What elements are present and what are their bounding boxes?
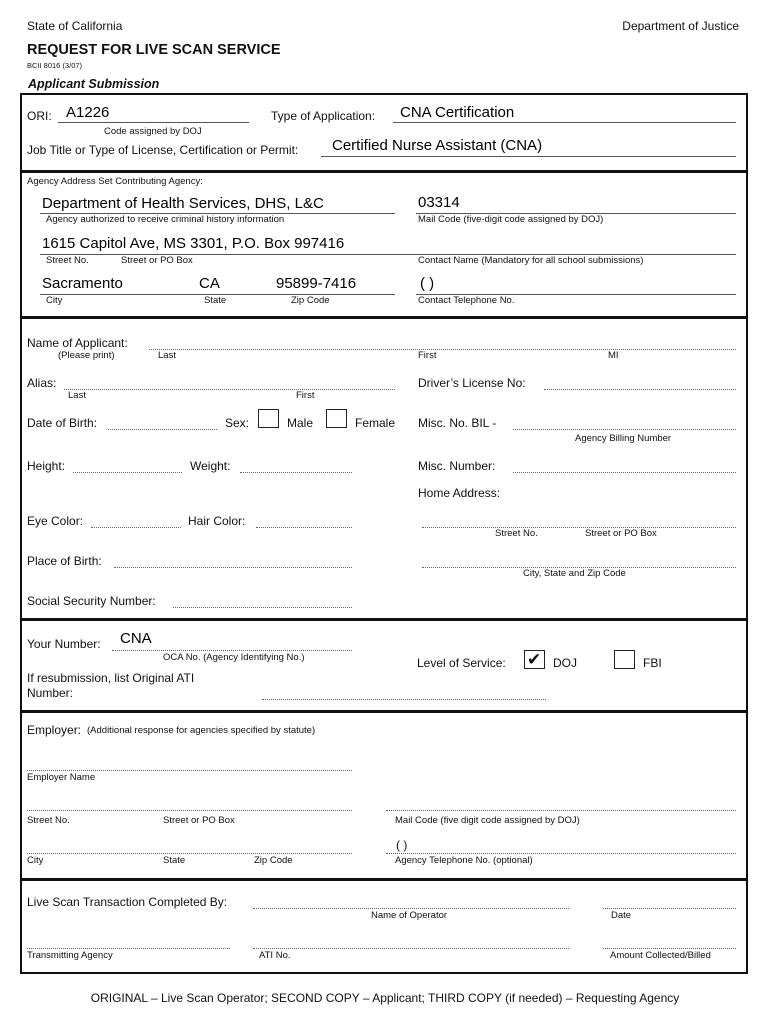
job-label: Job Title or Type of License, Certification or Permit: (27, 143, 299, 157)
city-caption: City (46, 295, 63, 306)
ati-no-line[interactable] (253, 948, 569, 949)
home-street-line[interactable] (422, 527, 736, 528)
home-address-label: Home Address: (418, 486, 501, 500)
employer-phone-line (386, 853, 736, 854)
employer-zip-caption: Zip Code (254, 855, 293, 866)
employer-name-caption: Employer Name (27, 772, 96, 783)
dl-label: Driver’s License No: (418, 376, 526, 390)
ori-caption: Code assigned by DOJ (104, 126, 202, 137)
height-line[interactable] (73, 472, 182, 473)
doj-checkbox[interactable] (524, 650, 545, 669)
form-title: REQUEST FOR LIVE SCAN SERVICE (27, 42, 281, 58)
resub-line2: Number: (27, 686, 74, 700)
type-value[interactable]: CNA Certification (400, 104, 515, 121)
state-value[interactable]: CA (199, 275, 220, 292)
employer-city-caption: City (27, 855, 44, 866)
home-street-no-caption: Street No. (495, 528, 538, 539)
street-caption: Street or PO Box (121, 255, 193, 266)
state-name: State of California (27, 19, 123, 33)
misc-number-label: Misc. Number: (418, 459, 496, 473)
mi-caption: MI (608, 350, 619, 361)
employer-street-no-caption: Street No. (27, 815, 70, 826)
employer-phone-value[interactable]: ( ) (396, 838, 408, 852)
csz-caption: City, State and Zip Code (523, 568, 626, 579)
employer-street-line[interactable] (27, 810, 352, 811)
state-caption: State (204, 295, 227, 306)
alias-first: First (296, 390, 315, 401)
employer-section (20, 711, 748, 880)
pob-label: Place of Birth: (27, 554, 102, 568)
oca-caption: OCA No. (Agency Identifying No.) (163, 652, 305, 663)
amount-caption: Amount Collected/Billed (610, 950, 711, 961)
city-value[interactable]: Sacramento (42, 275, 123, 292)
employer-mail-caption: Mail Code (five digit code assigned by DOJ) (395, 815, 580, 826)
employer-mail-line[interactable] (386, 810, 736, 811)
doj-label: DOJ (553, 656, 577, 670)
employer-label: Employer: (27, 723, 82, 737)
job-line (321, 156, 736, 157)
weight-line[interactable] (240, 472, 352, 473)
operator-line[interactable] (253, 908, 569, 909)
misc-bil-line[interactable] (513, 429, 736, 430)
dob-label: Date of Birth: (27, 416, 98, 430)
ssn-label: Social Security Number: (27, 594, 156, 608)
ori-line (58, 122, 249, 123)
hair-label: Hair Color: (188, 514, 246, 528)
alias-label: Alias: (27, 376, 57, 390)
alias-last: Last (68, 390, 86, 401)
phone-caption: Contact Telephone No. (418, 295, 515, 306)
first-caption: First (418, 350, 437, 361)
dob-line[interactable] (108, 429, 217, 430)
employer-note: (Additional response for agencies specified by statute) (87, 725, 316, 736)
ssn-line[interactable] (173, 607, 352, 608)
your-number-line (112, 650, 352, 651)
your-number-label: Your Number: (27, 637, 101, 651)
employer-street-caption: Street or PO Box (163, 815, 235, 826)
male-checkbox[interactable] (258, 409, 279, 428)
eye-line[interactable] (91, 527, 181, 528)
ati-caption: ATI No. (259, 950, 291, 961)
street-no-caption: Street No. (46, 255, 89, 266)
agency-heading: Agency Address Set Contributing Agency: (27, 176, 203, 187)
employer-state-caption: State (163, 855, 186, 866)
section-label: Applicant Submission (28, 77, 160, 91)
employer-phone-caption: Agency Telephone No. (optional) (395, 855, 533, 866)
zip-value[interactable]: 95899-7416 (276, 275, 357, 292)
misc-number-line[interactable] (513, 472, 736, 473)
level-label: Level of Service: (417, 656, 506, 670)
mail-code-caption: Mail Code (five-digit code assigned by DOJ) (418, 214, 604, 225)
contact-caption: Contact Name (Mandatory for all school submissions) (418, 255, 644, 266)
operator-caption: Name of Operator (371, 910, 448, 921)
form-id: BCII 8016 (3/07) (27, 61, 83, 70)
mail-code-value[interactable]: 03314 (418, 194, 460, 211)
hair-line[interactable] (256, 527, 352, 528)
checkmark-icon: ✔ (527, 650, 542, 669)
applicant-section (20, 317, 748, 620)
employer-name-line[interactable] (27, 770, 352, 771)
department-name: Department of Justice (622, 19, 739, 33)
home-street-caption: Street or PO Box (585, 528, 657, 539)
please-print: (Please print) (58, 350, 115, 361)
misc-bil-label: Misc. No. BIL - (418, 416, 497, 430)
footer-distribution: ORIGINAL – Live Scan Operator; SECOND COPY – Applicant; THIRD COPY (if needed) – Requesting Agency (90, 991, 680, 1005)
fbi-label: FBI (643, 656, 662, 670)
weight-label: Weight: (190, 459, 231, 473)
alias-line[interactable] (64, 389, 395, 390)
zip-caption: Zip Code (291, 295, 330, 306)
female-label: Female (355, 416, 396, 430)
name-label: Name of Applicant: (27, 336, 128, 350)
sex-label: Sex: (225, 416, 250, 430)
billing-caption: Agency Billing Number (575, 433, 672, 444)
date-line[interactable] (603, 908, 736, 909)
height-label: Height: (27, 459, 66, 473)
phone-value[interactable]: ( ) (420, 275, 435, 292)
pob-line[interactable] (114, 567, 352, 568)
female-checkbox[interactable] (326, 409, 347, 428)
eye-label: Eye Color: (27, 514, 84, 528)
employer-city-line[interactable] (27, 853, 352, 854)
dl-line[interactable] (544, 389, 736, 390)
name-line[interactable] (149, 349, 736, 350)
amount-line[interactable] (603, 948, 736, 949)
fbi-checkbox[interactable] (614, 650, 635, 669)
transmitting-caption: Transmitting Agency (27, 950, 113, 961)
date-caption: Date (611, 910, 632, 921)
transaction-label: Live Scan Transaction Completed By: (27, 895, 228, 909)
ati-line[interactable] (262, 699, 546, 700)
ori-label: ORI: (27, 109, 52, 123)
street-value[interactable]: 1615 Capitol Ave, MS 3301, P.O. Box 997416 (42, 235, 345, 252)
type-label: Type of Application: (271, 109, 376, 123)
resub-line1: If resubmission, list Original ATI (27, 671, 195, 685)
your-number-value[interactable]: CNA (120, 630, 152, 647)
last-caption: Last (158, 350, 176, 361)
ori-value[interactable]: A1226 (66, 104, 110, 121)
transmitting-line[interactable] (27, 948, 230, 949)
type-line (393, 122, 736, 123)
male-label: Male (287, 416, 314, 430)
job-value[interactable]: Certified Nurse Assistant (CNA) (332, 137, 543, 154)
agency-name-caption: Agency authorized to receive criminal history information (46, 214, 285, 225)
agency-name-value[interactable]: Department of Health Services, DHS, L&C (42, 195, 324, 212)
